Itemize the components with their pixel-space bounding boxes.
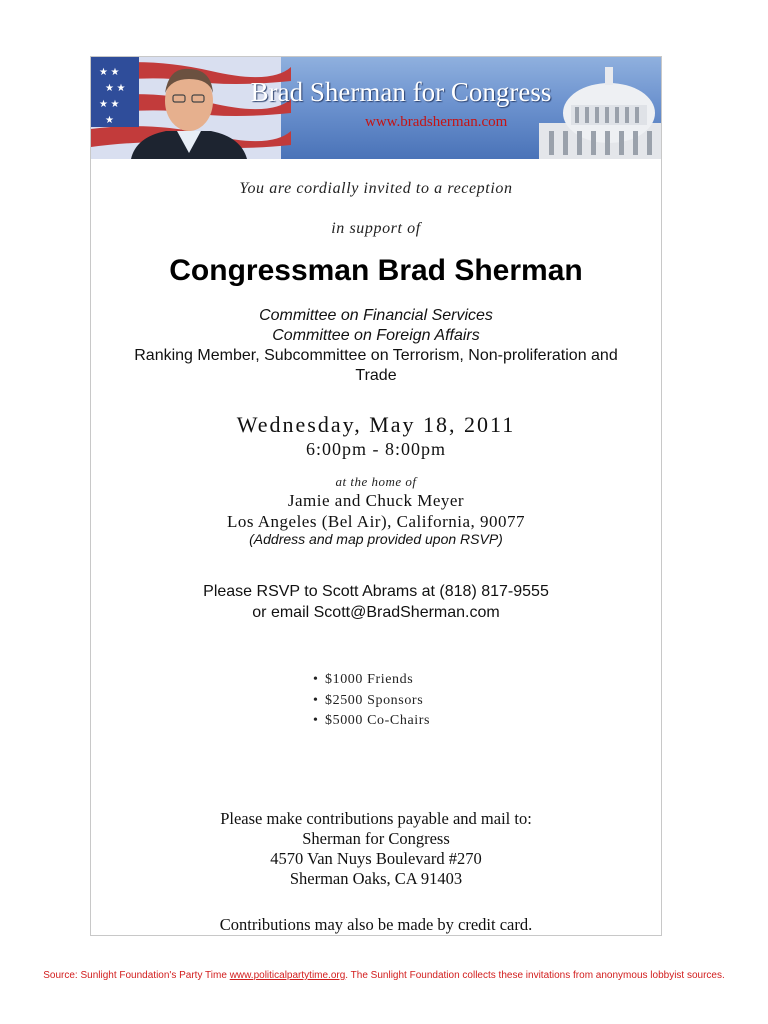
source-footer [0,970,768,981]
ranking-member-line-2: Trade [355,367,397,384]
rsvp-email-line: or email Scott@BradSherman.com [252,604,500,621]
ranking-member-line-1: Ranking Member, Subcommittee on Terrorism, Non-proliferation and [134,347,618,364]
event-hosts: Jamie and Chuck Meyer [287,491,465,510]
svg-text:★: ★ [105,115,114,126]
event-time: 6:00pm - 8:00pm [306,439,446,459]
list-item [313,711,430,732]
bullet-icon: • [313,713,319,728]
svg-text:★ ★: ★ ★ [105,83,126,94]
level-label: $1000 Friends [325,672,414,687]
contribution-levels-list [313,670,430,732]
address-note: (Address and map provided upon RSVP) [249,531,503,547]
footer-link[interactable]: www.politicalpartytime.org [229,970,346,981]
credit-card-note: Contributions may also be made by credit card. [219,915,533,934]
campaign-banner [91,57,661,159]
invitation-support-line: in support of [331,220,421,237]
payee-name: Sherman for Congress [302,829,450,848]
invitation-card [90,56,662,936]
committee-line-2: Committee on Foreign Affairs [272,327,480,344]
rsvp-phone-line: Please RSVP to Scott Abrams at (818) 817-9555 [203,583,549,600]
footer-suffix: . The Sunlight Foundation collects these invitations from anonymous lobbyist sources. [345,970,725,981]
footer-prefix: Source: Sunlight Foundation's Party Time [43,970,230,981]
bullet-icon: • [313,692,319,708]
event-date: Wednesday, May 18, 2011 [236,412,516,437]
invitation-intro: You are cordially invited to a reception [239,180,513,197]
mailing-city: Sherman Oaks, CA 91403 [289,869,463,888]
level-label: $2500 Sponsors [325,692,424,708]
bullet-icon: • [313,672,319,687]
event-location: Los Angeles (Bel Air), California, 90077 [226,512,526,531]
home-of-label: at the home of [335,474,417,489]
honoree-name: Congressman Brad Sherman [169,254,583,287]
contributions-instructions: Please make contributions payable and mail to: [220,809,532,828]
svg-text:★ ★: ★ ★ [99,67,120,78]
banner-title: Brad Sherman for Congress [250,77,552,107]
mailing-street: 4570 Van Nuys Boulevard #270 [270,849,482,868]
banner-artwork [91,57,661,159]
list-item [313,670,430,691]
committee-line-1: Committee on Financial Services [259,307,493,324]
banner-website-url[interactable]: www.bradsherman.com [365,114,508,130]
list-item [313,691,430,712]
svg-text:★ ★: ★ ★ [99,99,120,110]
level-label: $5000 Co-Chairs [325,713,431,728]
